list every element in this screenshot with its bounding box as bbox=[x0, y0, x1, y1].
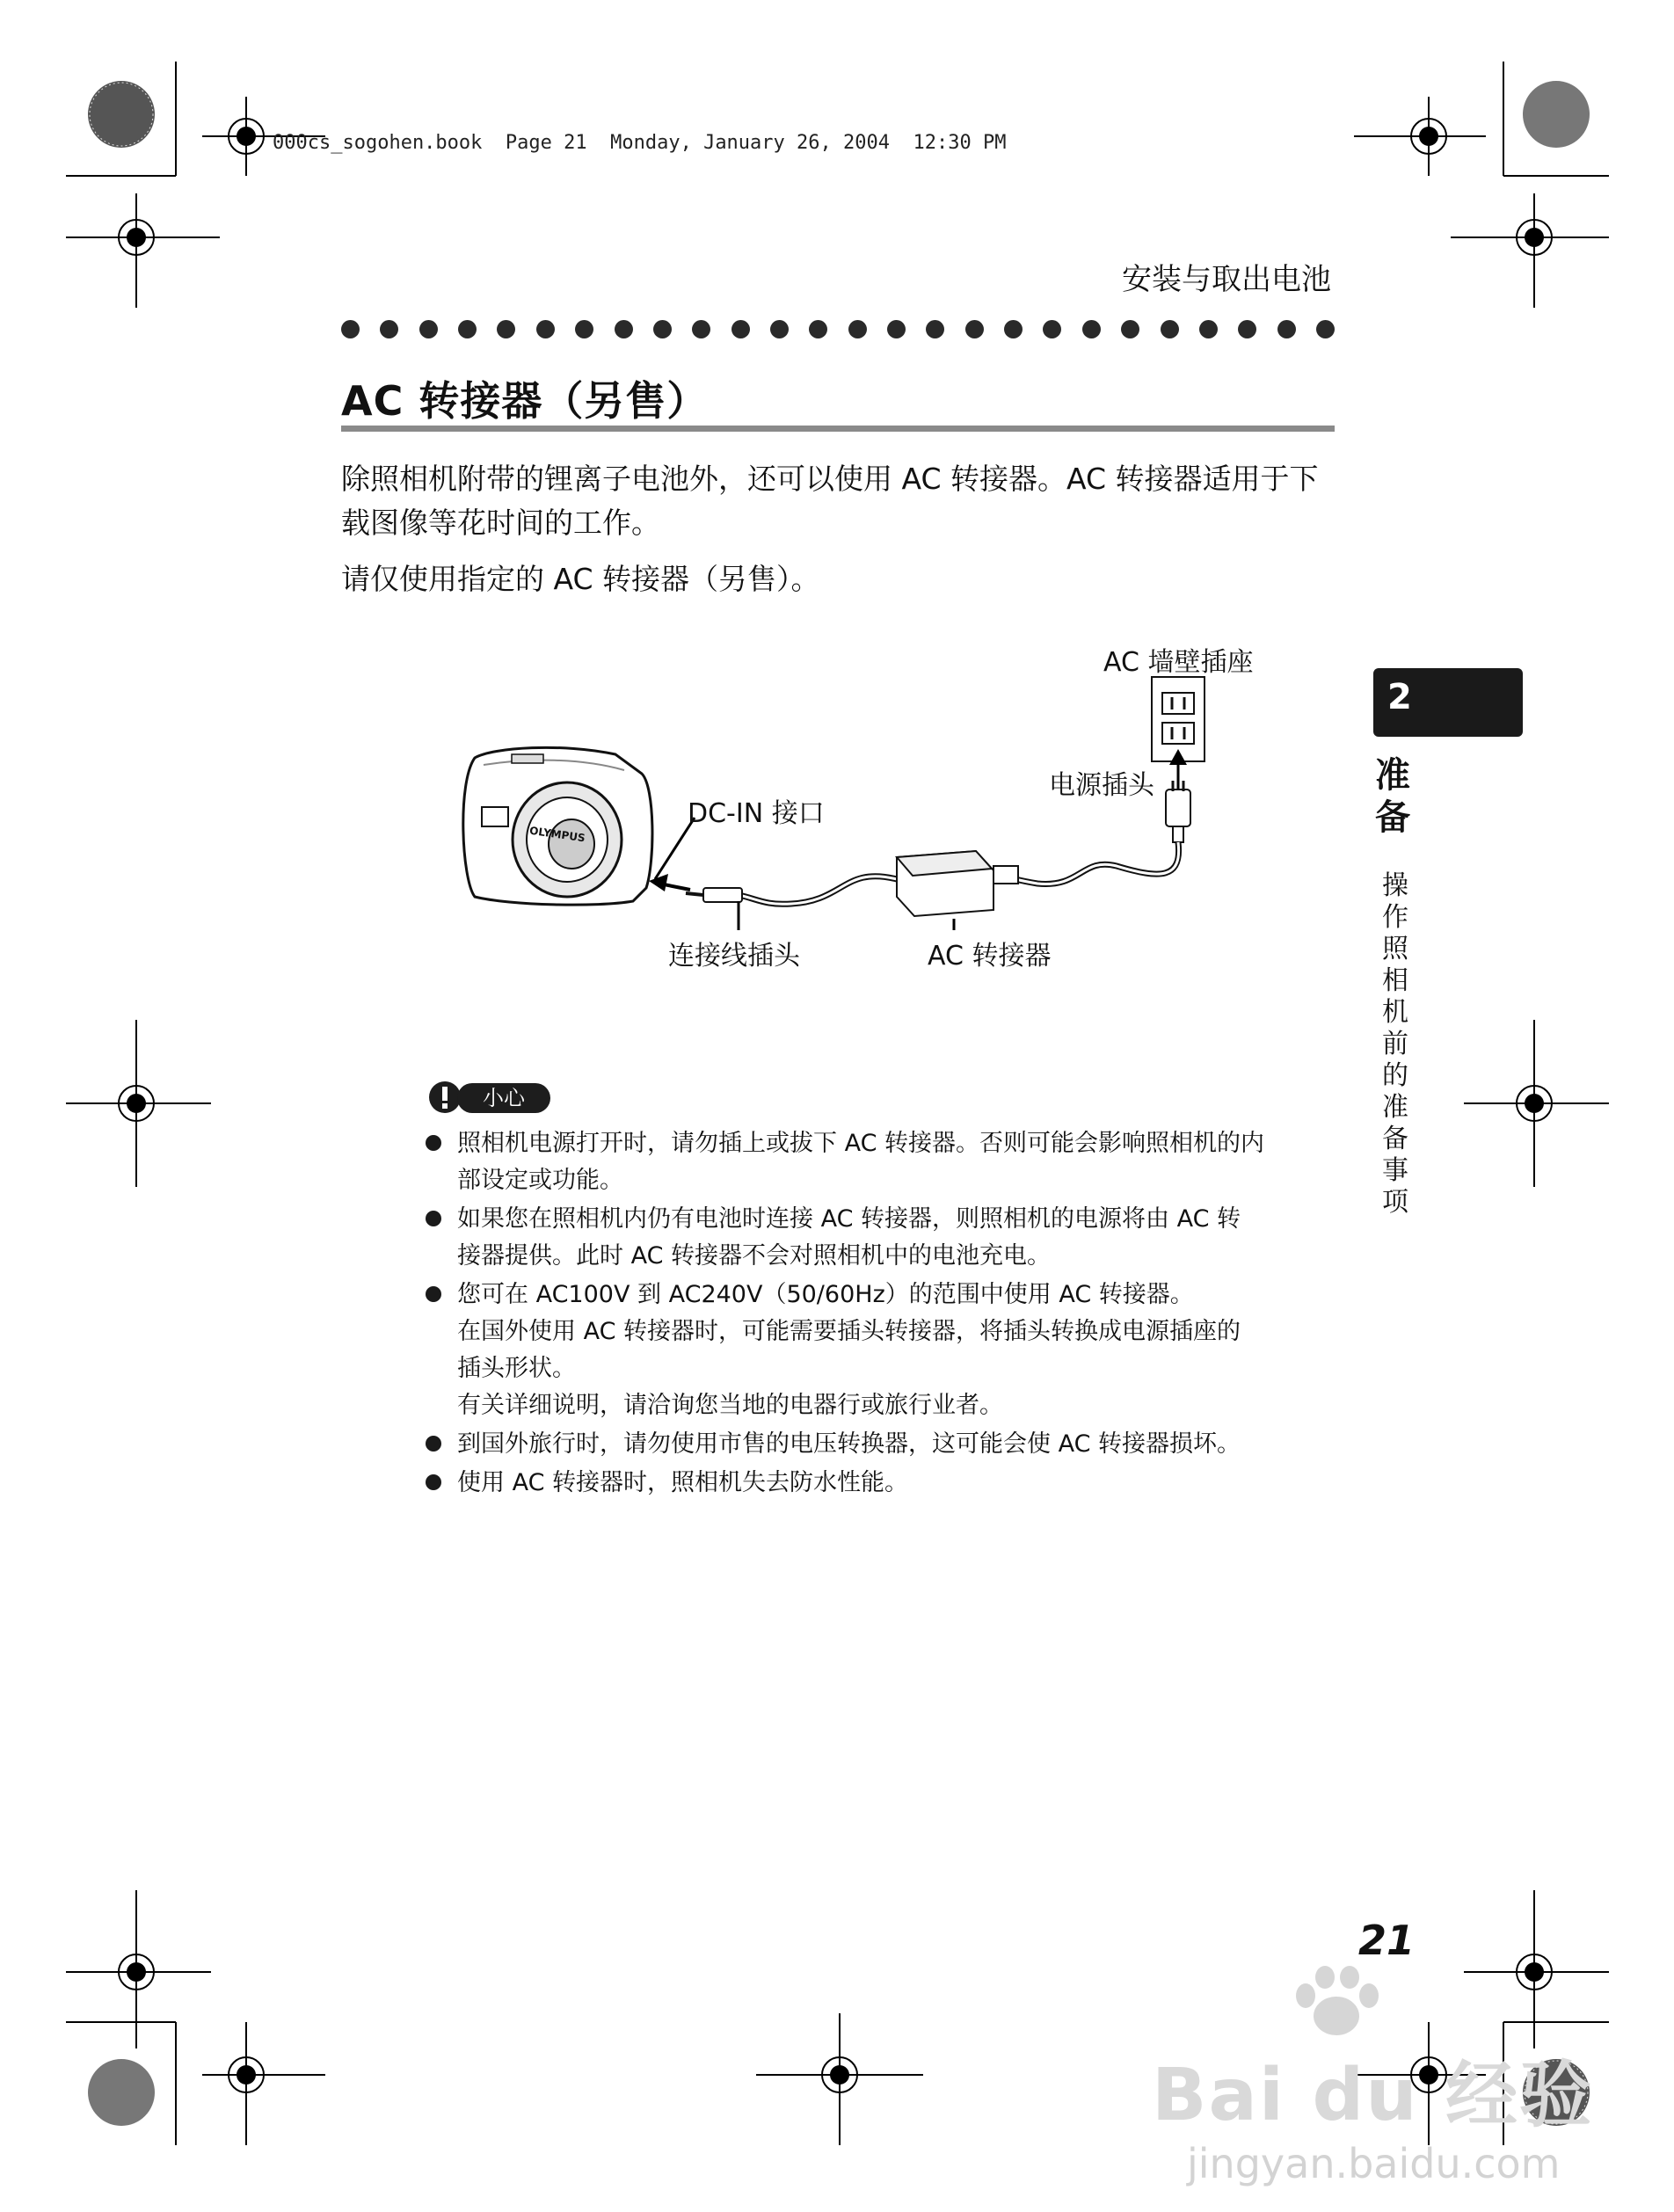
wall-outlet-label: AC 墙壁插座 bbox=[1103, 647, 1254, 678]
note-line: 到国外旅行时，请勿使用市售的电压转换器，这可能会使 AC 转接器损坏。 bbox=[457, 1430, 1241, 1458]
camera-illustration bbox=[463, 747, 652, 905]
dc-in-label: DC-IN 接口 bbox=[688, 798, 825, 829]
bullet-icon bbox=[426, 1436, 441, 1452]
watermark-url: jingyan.baidu.com bbox=[1187, 2140, 1561, 2187]
note-line: 插头形状。 bbox=[457, 1355, 576, 1382]
note-line: 照相机电源打开时，请勿插上或拔下 AC 转接器。否则可能会影响照相机的内 bbox=[457, 1130, 1265, 1157]
caution-note bbox=[426, 1426, 1340, 1463]
caution-note bbox=[426, 1277, 1340, 1424]
caution-notes-list bbox=[426, 1125, 1340, 1503]
chapter-description: 操作照相机前的准备事项 bbox=[1382, 870, 1408, 1218]
bullet-icon bbox=[426, 1474, 441, 1490]
ac-adapter-illustration bbox=[897, 851, 1018, 916]
camera-brand-text: OLYMPUS bbox=[528, 824, 586, 845]
paw-watermark-icon bbox=[1288, 1965, 1385, 2044]
ac-adapter-label: AC 转接器 bbox=[928, 941, 1052, 971]
chapter-number: 2 bbox=[1387, 677, 1412, 717]
caution-note bbox=[426, 1125, 1340, 1199]
note-line: 使用 AC 转接器时，照相机失去防水性能。 bbox=[457, 1469, 909, 1496]
caution-label: 小心 bbox=[457, 1083, 550, 1113]
running-head: 安装与取出电池 bbox=[1122, 262, 1331, 297]
caution-note bbox=[426, 1465, 1340, 1502]
bullet-icon bbox=[426, 1135, 441, 1151]
note-line: 在国外使用 AC 转接器时，可能需要插头转接器，将插头转换成电源插座的 bbox=[457, 1318, 1241, 1345]
book-file-header: 000cs_sogohen.book Page 21 Monday, January 26, 2004 12:30 PM bbox=[273, 132, 1007, 154]
note-line: 如果您在照相机内仍有电池时连接 AC 转接器，则照相机的电源将由 AC 转 bbox=[457, 1205, 1241, 1233]
chapter-name: 准备 bbox=[1375, 755, 1410, 838]
usage-note-paragraph: 请仅使用指定的 AC 转接器（另售）。 bbox=[341, 562, 820, 596]
connector-plug-illustration bbox=[686, 888, 742, 902]
note-line: 您可在 AC100V 到 AC240V（50/60Hz）的范围中使用 AC 转接器。 bbox=[457, 1281, 1194, 1308]
dc-in-direction-arrow bbox=[649, 874, 690, 891]
power-plug-illustration bbox=[1166, 781, 1190, 842]
bullet-icon bbox=[426, 1211, 441, 1226]
intro-paragraph: 除照相机附带的锂离子电池外，还可以使用 AC 转接器。AC 转接器适用于下载图像等花时间的工作。 bbox=[341, 462, 1319, 540]
page-number: 21 bbox=[1358, 1917, 1416, 1964]
note-line: 有关详细说明，请洽询您当地的电器行或旅行业者。 bbox=[457, 1392, 1003, 1419]
note-line: 部设定或功能。 bbox=[457, 1167, 623, 1194]
bullet-icon bbox=[426, 1286, 441, 1302]
section-title: AC 转接器（另售） bbox=[341, 377, 709, 425]
chapter-tab bbox=[1373, 668, 1523, 737]
power-plug-label: 电源插头 bbox=[1049, 770, 1154, 801]
watermark-logo-text: Bai du 经验 bbox=[1152, 2054, 1594, 2137]
wall-outlet-illustration bbox=[1152, 677, 1205, 761]
connector-plug-label: 连接线插头 bbox=[668, 941, 800, 971]
note-line: 接器提供。此时 AC 转接器不会对照相机中的电池充电。 bbox=[457, 1242, 1052, 1270]
caution-note bbox=[426, 1201, 1340, 1275]
